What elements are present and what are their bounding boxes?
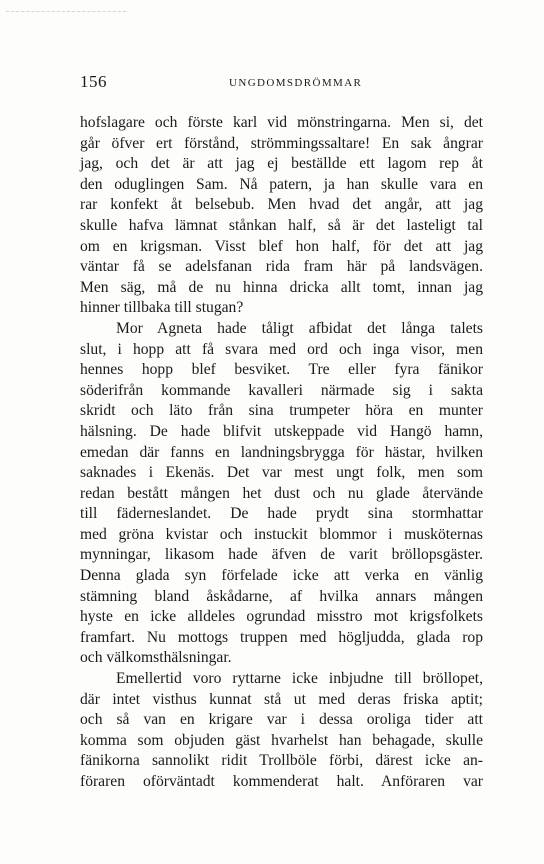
text-line: stämning bland åskådarne, af hvilka annars mången bbox=[80, 587, 483, 605]
text-line: föraren oförväntadt kommenderat halt. Anföraren var bbox=[80, 773, 483, 790]
text-line: hyste en icke alldeles ogrundad misstro mot krigsfolkets bbox=[80, 608, 483, 626]
text-line: Men säg, må de nu hinna dricka allt tomt, innan jag bbox=[80, 278, 483, 296]
text-line: emedan där fanns en landningsbrygga för hästar, hvilken bbox=[80, 443, 483, 461]
text-line: komma som objuden gäst hvarhelst han behagade, skulle bbox=[80, 731, 483, 749]
paragraph-end-line: och välkomsthälsningar. bbox=[80, 649, 232, 667]
running-head bbox=[80, 72, 484, 94]
text-line: den oduglingen Sam. Nå patern, ja han skulle vara en bbox=[80, 175, 483, 193]
text-line: och så van en krigare var i dessa oroliga tider att bbox=[80, 711, 483, 729]
text-line: hennes hopp blef besviket. Tre eller fyra fänikor bbox=[80, 361, 483, 379]
text-line: Denna glada syn förfelade icke att verka en vänlig bbox=[80, 567, 483, 585]
text-line: mynningar, likasom hade äfven de varit bröllopsgäster. bbox=[80, 546, 483, 564]
text-line: söderifrån kommande kavalleri närmade sig i sakta bbox=[80, 381, 483, 399]
text-line: saknades i Ekenäs. Det var mest ungt folk, men som bbox=[80, 464, 483, 482]
text-line: skridt och läto från sina trumpeter höra en munter bbox=[80, 402, 483, 420]
text-line: går öfver ert förstånd, strömmingssaltare! En sak ångrar bbox=[80, 134, 483, 152]
text-line: väntar få se adelsfanan rida fram här på landsvägen. bbox=[80, 258, 483, 276]
body-text bbox=[80, 113, 483, 793]
text-line: framfart. Nu mottogs truppen med högljudda, glada rop bbox=[80, 628, 483, 646]
paragraph-end-line: hinner tillbaka till stugan? bbox=[80, 299, 244, 317]
text-line: där intet visthus kunnat stå ut med deras friska aptit; bbox=[80, 690, 483, 708]
text-line: skulle hafva lämnat stånkan half, så är det lasteligt tal bbox=[80, 216, 483, 234]
text-line: fänikorna sannolikt ridit Trollböle förbi, därest icke an- bbox=[80, 752, 483, 770]
text-line: om en krigsman. Visst blef hon half, för det att jag bbox=[80, 237, 483, 255]
text-line: rar konfekt åt belsebub. Men hvad det angår, att jag bbox=[80, 196, 483, 214]
text-line: slut, i hopp att få svara med ord och inga visor, men bbox=[80, 340, 483, 358]
text-line: med gröna kvistar och instuckit blommor i musköternas bbox=[80, 525, 483, 543]
page-number: 156 bbox=[80, 72, 107, 91]
scan-artifact bbox=[6, 11, 126, 14]
text-line: hälsning. De hade blifvit utskeppade vid Hangö hamn, bbox=[80, 422, 483, 440]
running-title: UNGDOMSDRÖMMAR bbox=[229, 77, 363, 89]
paragraph-start-line: Emellertid voro ryttarne icke inbjudne till bröllopet, bbox=[116, 670, 483, 688]
paragraph-start-line: Mor Agneta hade tåligt afbidat det långa talets bbox=[116, 319, 483, 337]
text-line: jag, och det är att jag ej beställde ett lagom rep åt bbox=[80, 155, 483, 173]
text-line: hofslagare och förste karl vid mönstringarna. Men si, det bbox=[80, 114, 483, 131]
text-line: redan bestått mången het dust och nu glade återvände bbox=[80, 484, 483, 502]
text-line: till fäderneslandet. De hade prydt sina stormhattar bbox=[80, 505, 483, 523]
